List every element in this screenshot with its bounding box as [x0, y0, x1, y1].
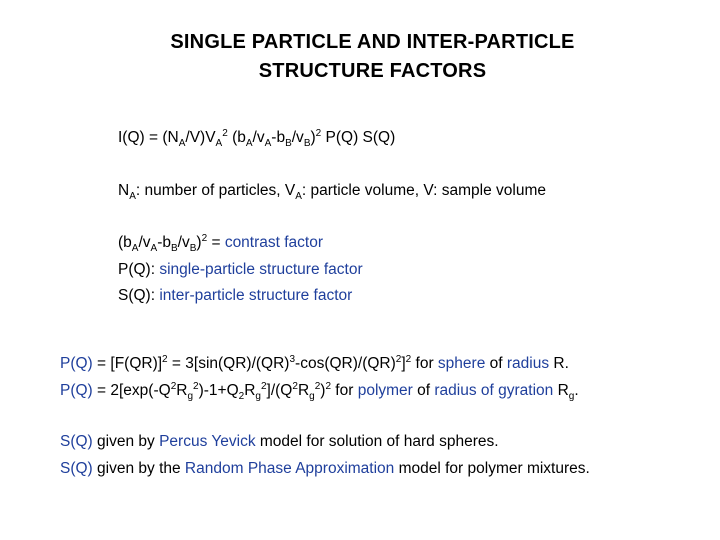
equation-superscript: 2	[315, 128, 322, 139]
single-particle-term: single-particle structure factor	[159, 261, 363, 278]
equation-text: P(Q) S(Q)	[321, 129, 396, 146]
title-line-1: SINGLE PARTICLE AND INTER-PARTICLE	[170, 31, 575, 53]
sphere-superscript: 2	[405, 354, 412, 365]
polymer-superscript: 2	[193, 381, 199, 392]
sphere-term: sphere	[437, 355, 486, 372]
polymer-superscript: 2	[292, 381, 298, 392]
pq-label: P(Q):	[118, 261, 160, 278]
equation-text: (b	[227, 129, 246, 146]
equation-subscript: A	[178, 138, 186, 149]
intensity-equation	[118, 128, 395, 148]
equation-text: /V)V	[185, 129, 216, 146]
definition-text: N	[118, 182, 130, 199]
polymer-text: R	[244, 382, 256, 399]
definition-subscript: A	[295, 191, 302, 202]
contrast-text: /v	[138, 234, 151, 251]
polymer-superscript: 2	[314, 381, 321, 392]
contrast-text: )	[196, 234, 202, 251]
contrast-subscript: A	[150, 243, 158, 254]
polymer-text: = 2[exp(-Q	[92, 382, 171, 399]
contrast-subscript: B	[171, 243, 178, 254]
definition-subscript: A	[129, 191, 136, 202]
contrast-text: -b	[157, 234, 171, 251]
contrast-text: /v	[177, 234, 190, 251]
percus-text: given by	[92, 433, 160, 450]
contrast-subscript: A	[131, 243, 139, 254]
variable-definitions	[118, 181, 546, 201]
sphere-superscript: 2	[395, 354, 402, 365]
sq-label: S(Q):	[118, 287, 160, 304]
rpa-text: given by the	[92, 460, 185, 477]
equation-text: )	[310, 129, 316, 146]
sphere-text: = [F(QR)]	[92, 355, 163, 372]
contrast-subscript: B	[189, 243, 197, 254]
sphere-text: of	[485, 355, 507, 372]
polymer-text: )	[320, 382, 326, 399]
equation-subscript: B	[303, 138, 311, 149]
sphere-text: = 3[sin(QR)/(QR)	[167, 355, 290, 372]
polymer-text: .	[574, 382, 579, 399]
polymer-subscript: g	[309, 391, 315, 402]
sphere-superscript: 3	[289, 354, 296, 365]
polymer-subscript: g	[187, 391, 194, 402]
polymer-superscript: 2	[170, 381, 177, 392]
radius-of-gyration-term: radius of gyration	[434, 382, 554, 399]
polymer-superscript: 2	[260, 381, 267, 392]
polymer-subscript: 2	[238, 391, 245, 402]
polymer-subscript: g	[568, 391, 575, 402]
contrast-superscript: 2	[201, 233, 208, 244]
equation-text: /v	[291, 129, 304, 146]
inter-particle-term: inter-particle structure factor	[159, 287, 353, 304]
equation-subscript: A	[264, 138, 272, 149]
radius-term: radius	[506, 355, 550, 372]
polymer-text: R	[553, 382, 569, 399]
equation-subscript: B	[285, 138, 292, 149]
sphere-form-factor	[60, 354, 569, 374]
polymer-term: polymer	[357, 382, 413, 399]
rpa-term: Random Phase Approximation	[184, 460, 395, 477]
rpa-line	[60, 459, 590, 479]
equation-text: /v	[252, 129, 265, 146]
polymer-superscript: 2	[325, 381, 331, 392]
contrast-factor-term: contrast factor	[224, 234, 324, 251]
sphere-text: R.	[549, 355, 569, 372]
contrast-factor-line	[118, 233, 323, 253]
rpa-text: model for polymer mixtures.	[394, 460, 590, 477]
inter-particle-definition	[118, 286, 352, 306]
equation-text: I(Q) = (N	[118, 129, 179, 146]
percus-yevick-line	[60, 432, 499, 452]
polymer-text: R	[176, 382, 188, 399]
polymer-subscript: g	[255, 391, 261, 402]
definition-text: : number of particles, V	[135, 182, 296, 199]
equation-subscript: A	[245, 138, 253, 149]
pq-symbol: P(Q)	[60, 355, 93, 372]
sq-symbol: S(Q)	[60, 460, 93, 477]
equation-subscript: A	[215, 138, 223, 149]
sphere-text: -cos(QR)/(QR)	[295, 355, 396, 372]
sphere-text: for	[411, 355, 438, 372]
polymer-text: )-1+Q	[198, 382, 239, 399]
single-particle-definition	[118, 260, 363, 280]
percus-yevick-term: Percus Yevick	[159, 433, 256, 450]
polymer-form-factor	[60, 381, 579, 401]
sphere-text: ]	[401, 355, 406, 372]
pq-symbol: P(Q)	[60, 382, 93, 399]
polymer-text: ]/(Q	[266, 382, 293, 399]
equation-text: -b	[271, 129, 286, 146]
definition-text: : particle volume, V: sample volume	[301, 182, 547, 199]
sphere-superscript: 2	[162, 354, 168, 365]
sq-symbol: S(Q)	[60, 433, 93, 450]
polymer-text: of	[412, 382, 435, 399]
contrast-text: (b	[118, 234, 132, 251]
contrast-text: =	[207, 234, 225, 251]
polymer-text: R	[297, 382, 310, 399]
title-line-2: STRUCTURE FACTORS	[258, 60, 487, 82]
percus-text: model for solution of hard spheres.	[255, 433, 499, 450]
equation-superscript: 2	[222, 128, 228, 139]
polymer-text: for	[331, 382, 358, 399]
slide-title	[0, 28, 720, 86]
